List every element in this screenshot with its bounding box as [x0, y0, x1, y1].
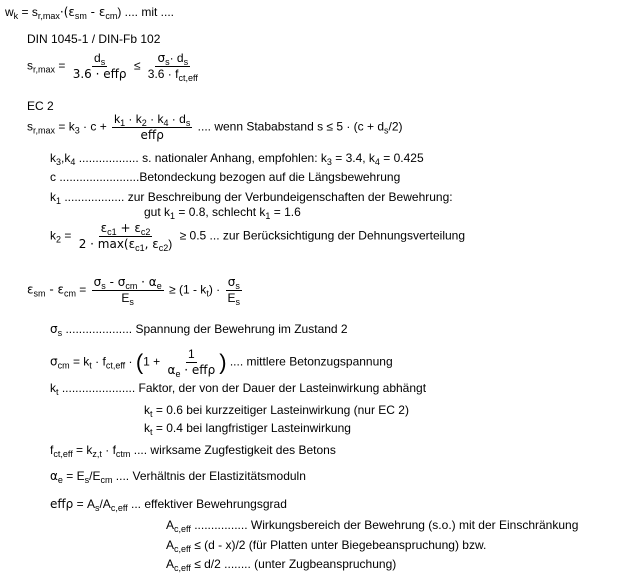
aceff-plates-limit: $A_{c,eff} \le (d - x)/2$ (für Platten unter Biegebeanspruchung) bzw.: [166, 538, 487, 554]
aceff-definition: $A_{c,eff}$ ................ Wirkungsbereich der Bewehrung (s.o.) mit der Einschränkung: [166, 518, 579, 534]
kt-long-term: $k_t = 0.4$ bei langfristiger Lasteinwirkung: [144, 421, 351, 437]
din-srmax-formula: $s_{r,max}$ = $\frac{d_s}{\text{3.6 · effρ}}$ ≤ $\frac{\sigma_s\cdot d_s}{3.6 \cdot f_{ct,eff}}$: [27, 51, 198, 83]
k1-definition: $k_1$ .................. zur Beschreibung der Verbundeigenschaften der Bewehrung:: [50, 190, 453, 206]
strain-fraction-1: $\frac{\sigma_s - \sigma_{cm} \cdot \alpha_e}{E_s}$: [93, 275, 162, 307]
effrho-definition: $eff\rho = A_s/A_{c,eff}$ ... effektiver Bewehrungsgrad: [50, 497, 287, 513]
sigma-cm-fraction: $\frac{1}{\alpha_e \cdot eff\rho}$: [167, 347, 216, 379]
aceff-tension-limit: $A_{c,eff} \le d/2$ ........ (unter Zugbeanspruchung): [166, 557, 397, 573]
alpha-e-definition: $\alpha_e = E_s/E_{cm}$ .... Verhältnis der Elastizitätsmoduln: [50, 469, 306, 485]
k2-definition: $k_2$ = $\frac{\varepsilon_{c1} + \varepsilon_{c2}}{2 \cdot \max(\varepsilon_{c1}, \varepsilon_{c2})}$ ≥ 0.5 ... zur Berücksichtigung der Dehnungsverteilung: [50, 221, 466, 253]
fcteff-definition: $f_{ct,eff} = k_{z,t} \cdot f_{ctm}$ .... wirksame Zugfestigkeit des Betons: [50, 443, 336, 459]
k3-k4-definition: $k_3,k_4$ .................. s. nationaler Anhang, empfohlen: $k_3 = 3.4$, $k_4 = 0.425$: [50, 151, 424, 167]
ec2-heading: EC 2: [27, 99, 54, 113]
strain-fraction-2: $\frac{\sigma_s}{E_s}$: [227, 275, 241, 307]
din-fraction-1: $\frac{d_s}{\text{3.6 · effρ}}$: [72, 51, 127, 81]
ec2-fraction: $\frac{k_1 \cdot k_2 \cdot k_4 \cdot d_s}{\text{effρ}}$: [114, 112, 191, 142]
c-definition: c ........................Betondeckung bezogen auf die Längsbewehrung: [50, 170, 401, 184]
sigma-s-definition: $\sigma_s$ .................... Spannung der Bewehrung im Zustand 2: [50, 322, 348, 338]
crack-width-formula: $w_k = s_{r,max}\cdot(\varepsilon_{sm} - \varepsilon_{cm})$ .... mit ....: [5, 5, 174, 21]
din-heading: DIN 1045-1 / DIN-Fb 102: [27, 32, 161, 46]
sigma-cm-definition: $\sigma_{cm} = k_t \cdot f_{ct,eff} \cdot (1$ + $\frac{1}{\alpha_e \cdot eff\rho}$ ) .... mittlere Betonzugspannung: [50, 347, 393, 379]
kt-short-term: $k_t = 0.6$ bei kurzzeitiger Lasteinwirkung (nur EC 2): [144, 403, 409, 419]
din-fraction-2: $\frac{\sigma_s\cdot d_s}{3.6 \cdot f_{ct,eff}}$: [147, 51, 198, 83]
k2-fraction: $\frac{\varepsilon_{c1} + \varepsilon_{c2}}{2 \cdot \max(\varepsilon_{c1}, \varepsilon_{c2})}$: [78, 221, 173, 253]
k1-values: gut $k_1 = 0.8$, schlecht $k_1 = 1.6$: [144, 205, 301, 221]
ec2-srmax-formula: $s_{r,max} = k_3 \cdot c$ + $\frac{k_1 \cdot k_2 \cdot k_4 \cdot d_s}{\text{effρ}}$ .... wenn Stababstand $s \le 5 \cdot (c + d_s/2)$: [27, 112, 403, 142]
strain-difference-formula: $\varepsilon_{sm} - \varepsilon_{cm}$ = $\frac{\sigma_s - \sigma_{cm} \cdot \alpha_e}{E_s}$ ≥ $(1 - k_t)$ · $\frac{\sigma_s}{E_s}$: [27, 275, 241, 307]
kt-definition: $k_t$ ...................... Faktor, der von der Dauer der Lasteinwirkung abhängt: [50, 381, 427, 397]
